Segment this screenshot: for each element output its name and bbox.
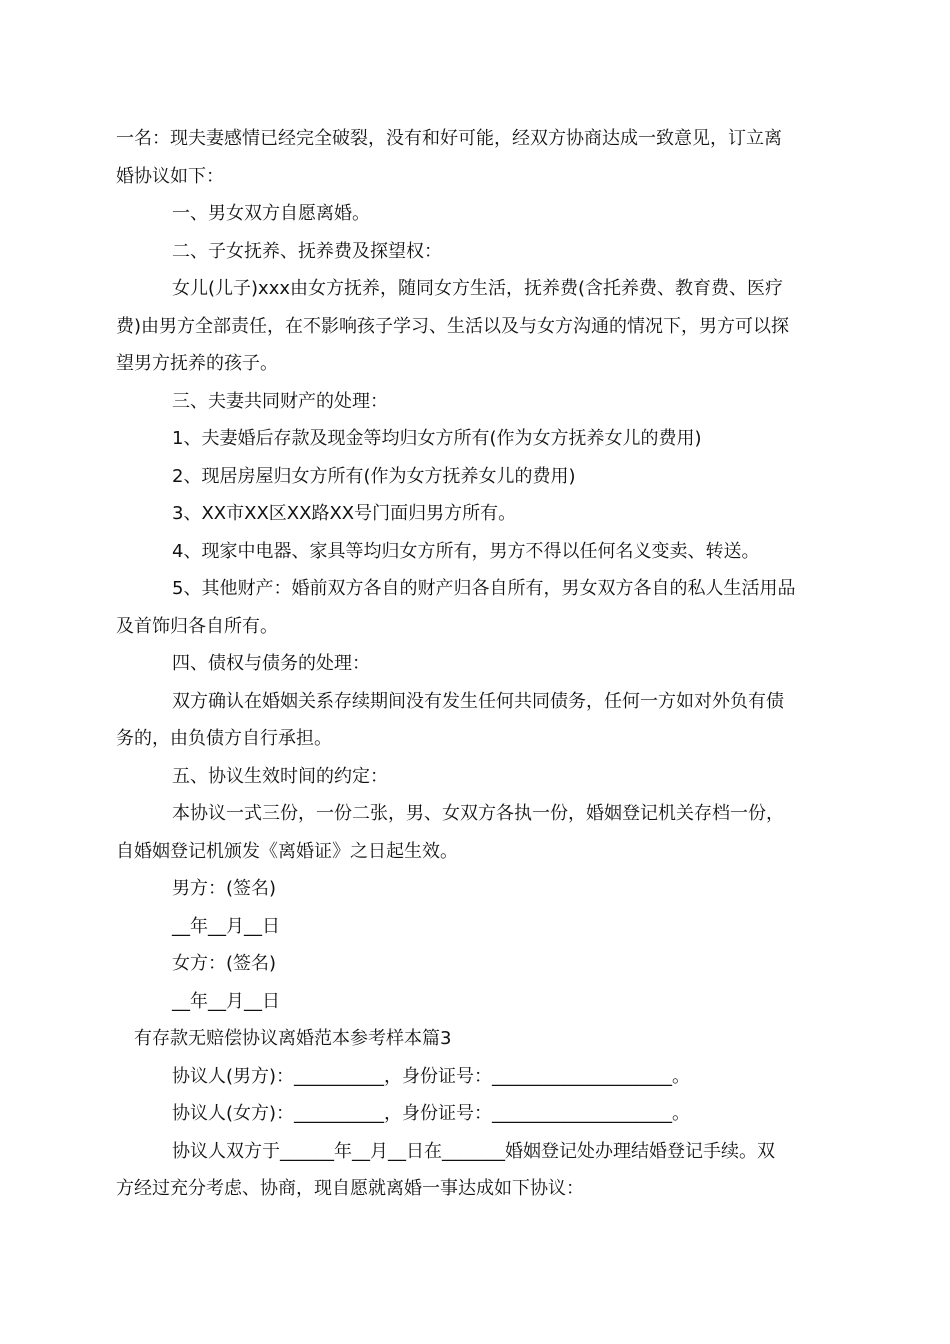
section-heading: 一、男女双方自愿离婚。 bbox=[172, 203, 370, 224]
section-heading: 五、协议生效时间的约定： bbox=[172, 765, 388, 787]
paragraph-line: 协议人双方于______年__月__日在_______婚姻登记处办理结婚登记手续。双 bbox=[172, 1140, 775, 1162]
section-title: 有存款无赔偿协议离婚范本参考样本篇3 bbox=[134, 1028, 452, 1049]
list-item: 4、现家中电器、家具等均归女方所有，男方不得以任何名义变卖、转送。 bbox=[172, 540, 760, 562]
paragraph-line: 费)由男方全部责任，在不影响孩子学习、生活以及与女方沟通的情况下，男方可以探 bbox=[116, 315, 790, 337]
signature-line: 男方：(签名) bbox=[172, 878, 277, 899]
party-info-line: 协议人(女方)：__________，身份证号：____________________。 bbox=[172, 1103, 691, 1124]
paragraph-line: 婚协议如下： bbox=[116, 165, 224, 187]
list-item: 2、现居房屋归女方所有(作为女方抚养女儿的费用) bbox=[172, 465, 576, 487]
document-body bbox=[116, 120, 836, 1208]
section-heading: 二、子女抚养、抚养费及探望权： bbox=[172, 240, 442, 262]
list-item: 3、XX市XX区XX路XX号门面归男方所有。 bbox=[172, 503, 517, 524]
list-item: 5、其他财产：婚前双方各自的财产归各自所有，男女双方各自的私人生活用品 bbox=[172, 578, 796, 599]
paragraph-line: 方经过充分考虑、协商，现自愿就离婚一事达成如下协议： bbox=[116, 1178, 584, 1199]
paragraph-line: 女儿(儿子)xxx由女方抚养，随同女方生活，抚养费(含托养费、教育费、医疗 bbox=[172, 278, 784, 299]
paragraph-line: 务的，由负债方自行承担。 bbox=[116, 728, 332, 749]
date-line: __年__月__日 bbox=[172, 915, 280, 937]
paragraph-line: 一名：现夫妻感情已经完全破裂，没有和好可能，经双方协商达成一致意见，订立离 bbox=[116, 128, 782, 149]
paragraph-line: 本协议一式三份，一份二张，男、女双方各执一份，婚姻登记机关存档一份， bbox=[172, 803, 784, 824]
list-item: 1、夫妻婚后存款及现金等均归女方所有(作为女方抚养女儿的费用) bbox=[172, 428, 702, 449]
paragraph-line: 双方确认在婚姻关系存续期间没有发生任何共同债务，任何一方如对外负有债 bbox=[172, 690, 784, 712]
party-info-line: 协议人(男方)：__________，身份证号：____________________。 bbox=[172, 1065, 691, 1087]
signature-line: 女方：(签名) bbox=[172, 953, 277, 974]
paragraph-line: 及首饰归各自所有。 bbox=[116, 615, 278, 637]
section-heading: 三、夫妻共同财产的处理： bbox=[172, 390, 388, 412]
section-heading: 四、债权与债务的处理： bbox=[172, 653, 370, 674]
date-line: __年__月__日 bbox=[172, 990, 280, 1012]
paragraph-line: 望男方抚养的孩子。 bbox=[116, 353, 278, 374]
paragraph-line: 自婚姻登记机颁发《离婚证》之日起生效。 bbox=[116, 840, 458, 862]
